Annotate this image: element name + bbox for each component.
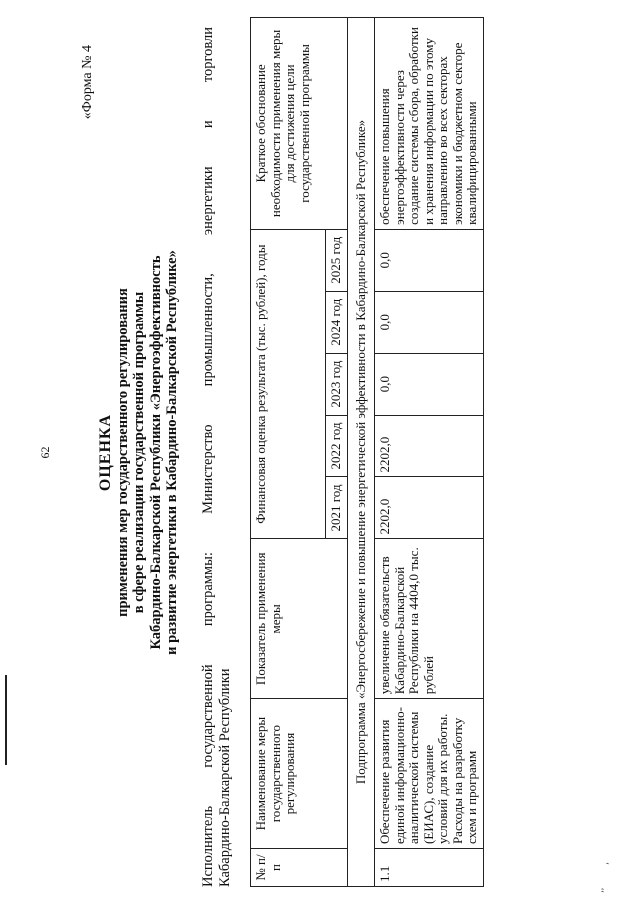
title-line: и развитие энергетики в Кабардино-Балкарской Республике» bbox=[164, 250, 180, 655]
cell-measure-name: Обеспечение развития единой информационно-аналитической системы (ЕИАС), создание условий для их работы. Расходы на разработку схем и программ bbox=[375, 699, 484, 849]
subprogram-row bbox=[347, 18, 375, 887]
title-line: Кабардино-Балкарской Республики «Энергоэффективность bbox=[147, 255, 164, 650]
header-year: 2023 год bbox=[326, 353, 348, 415]
scan-speck: ’’ bbox=[600, 887, 610, 893]
cell-justification: обеспечение повышения энергоэффективности через создание системы сбора, обработки и хранения информации по этому направлению во всех секторах экономики и бюджетном секторе квалифицированными bbox=[375, 18, 484, 230]
cell-indicator: увеличение обязательств Кабардино-Балкарской Республики на 4404,0 тыс. рублей bbox=[375, 539, 484, 699]
table-row bbox=[375, 18, 484, 887]
evaluation-table bbox=[250, 17, 484, 887]
cell-value-2023: 0,0 bbox=[375, 353, 484, 415]
subprogram-title: Подпрограмма «Энергосбережение и повышение энергетической эффективности в Кабардино-Балкарской Республике» bbox=[347, 18, 375, 887]
header-financial: Финансовая оценка результата (тыс. рублей), годы bbox=[251, 229, 326, 539]
header-measure-name: Наименование меры государственного регулирования bbox=[251, 699, 348, 849]
executor-word: торговли bbox=[200, 27, 216, 83]
title-main: ОЦЕНКА bbox=[97, 413, 114, 492]
executor-word: государственной bbox=[200, 664, 216, 768]
executor-word: Исполнитель bbox=[200, 805, 216, 887]
form-label: «Форма № 4 bbox=[80, 45, 95, 120]
cell-num: 1.1 bbox=[375, 849, 484, 887]
cell-value-2025: 0,0 bbox=[375, 229, 484, 291]
executor-line bbox=[200, 27, 234, 887]
scan-speck: ’ bbox=[605, 862, 615, 865]
cell-value-2024: 0,0 bbox=[375, 291, 484, 353]
page-number: 62 bbox=[38, 446, 52, 459]
header-justification: Краткое обоснование необходимости применения меры для достижения цели государственной программы bbox=[251, 18, 348, 230]
header-year: 2025 год bbox=[326, 229, 348, 291]
header-year: 2021 год bbox=[326, 477, 348, 539]
executor-org: Кабардино-Балкарской Республики bbox=[217, 668, 233, 887]
header-year: 2022 год bbox=[326, 415, 348, 477]
executor-word: и bbox=[200, 120, 216, 129]
header-row bbox=[251, 18, 326, 887]
title-line: применения мер государственного регулирования bbox=[114, 288, 131, 617]
cell-value-2022: 2202,0 bbox=[375, 415, 484, 477]
executor-word: промышленности, bbox=[200, 273, 216, 387]
cell-value-2021: 2202,0 bbox=[375, 477, 484, 539]
executor-word: энергетики bbox=[200, 166, 216, 236]
title-line: в сфере реализации государственной программы bbox=[131, 291, 147, 614]
header-indicator: Показатель применения меры bbox=[251, 539, 348, 699]
executor-word: Министерство bbox=[200, 424, 216, 514]
executor-word: программы: bbox=[200, 552, 216, 627]
header-num: № п/п bbox=[251, 849, 348, 887]
header-year: 2024 год bbox=[326, 291, 348, 353]
scan-edge-mark bbox=[5, 675, 7, 765]
document-title bbox=[98, 0, 181, 905]
